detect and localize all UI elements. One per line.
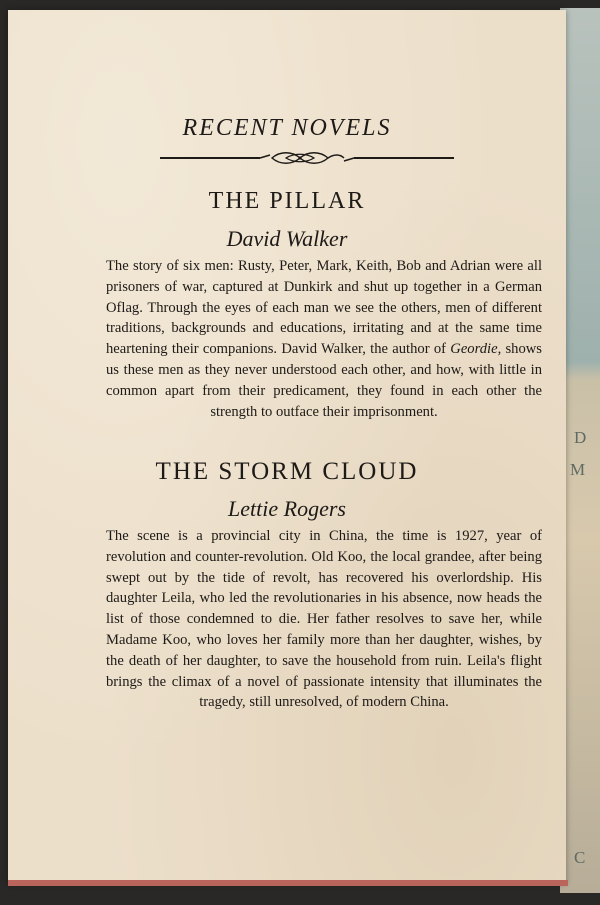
spine-letter: D	[574, 428, 587, 447]
book-blurb: The scene is a provincial city in China, the time is 1927, year of revolution and counter-revolution. Old Koo, the local grandee, after being swept out by the tide of revolt, has recovered his overlordship. His daughter Leila, who led the revolutionaries in his absence, now heads the list of those condemned to die. Her father resolves to save her, while Madame Koo, who loves her family more than her daughter, wishes, by the death of her daughter, to save the household from ruin. Leila's flight brings the climax of a novel of passionate intensity that illuminates the tragedy, still unresolved, of modern China.	[106, 528, 542, 711]
book-blurb	[106, 256, 542, 422]
blurb-italic-title: Geordie	[450, 341, 498, 358]
spine-edge	[560, 8, 600, 893]
blurb-text: The story of six men: Rusty, Peter, Mark, Keith, Bob and Adrian were all prisoners of war, captured at Dunkirk and shut up together in a German Oflag. Through the eyes of each man we see the others, men of different traditions, backgrounds and educations, irritating and at the same time heartening their companions. David Walker, the author of	[106, 258, 542, 358]
ornament-divider-icon	[160, 150, 454, 166]
jacket-bottom-band	[8, 880, 568, 886]
jacket-content	[8, 10, 566, 884]
blurb-text: , shows us these men as they never understood each other, and how, with little in common apart from their predicament, they found in each other the strength to outface their imprisonment.	[106, 341, 542, 420]
book-author: David Walker	[226, 226, 348, 251]
book-title: THE PILLAR	[208, 188, 366, 214]
dust-jacket-back	[8, 10, 566, 884]
spine-letter: C	[574, 848, 586, 867]
book-author: Lettie Rogers	[228, 496, 346, 521]
section-heading: RECENT NOVELS	[182, 115, 392, 141]
spine-letter: M	[570, 460, 586, 479]
book-title: THE STORM CLOUD	[155, 458, 419, 485]
